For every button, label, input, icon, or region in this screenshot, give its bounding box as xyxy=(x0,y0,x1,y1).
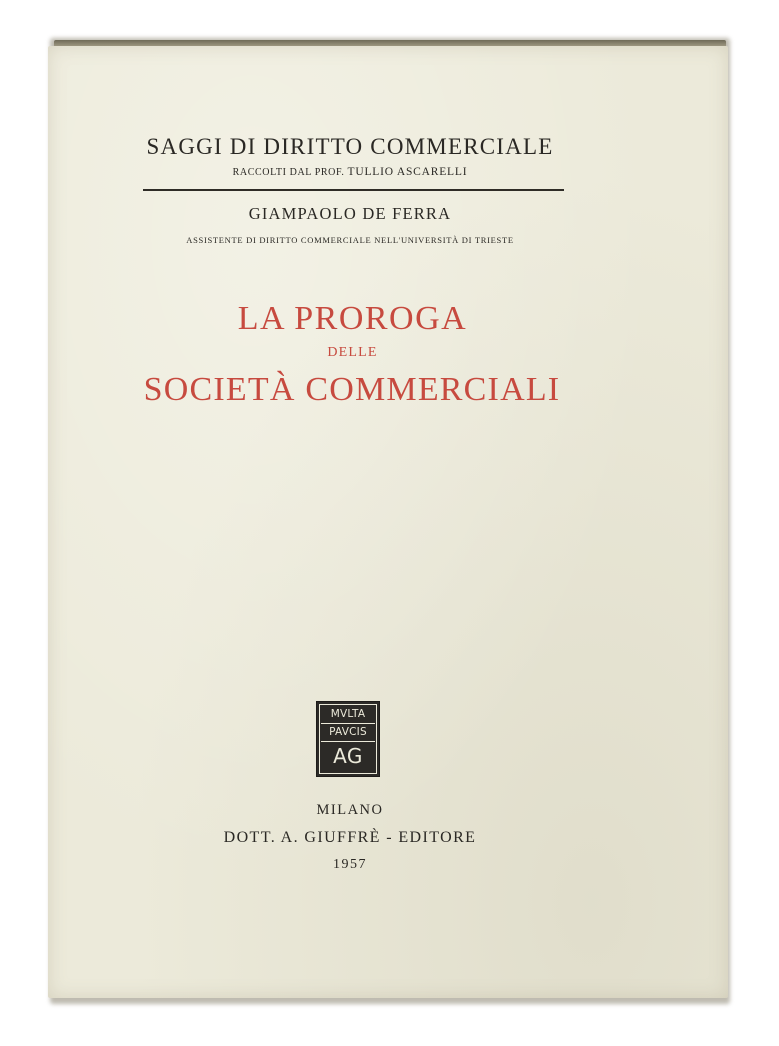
series-editor xyxy=(100,166,600,178)
publisher-logo-divider-1 xyxy=(321,723,375,724)
book-title-line-2: DELLE xyxy=(327,345,378,360)
author-name: GIAMPAOLO DE FERRA xyxy=(248,204,452,223)
publisher-logo-text-1: MVLTA xyxy=(330,708,366,720)
book-title-line-3: SOCIETÀ COMMERCIALI xyxy=(143,371,561,408)
publisher-logo xyxy=(316,701,380,777)
publisher-logo-text-2: PAVCIS xyxy=(329,726,367,738)
series-editor-prefix: RACCOLTI DAL PROF. xyxy=(232,167,345,178)
author-affiliation: ASSISTENTE DI DIRITTO COMMERCIALE NELL'UNIVERSITÀ DI TRIESTE xyxy=(186,235,514,245)
publisher-logo-divider-2 xyxy=(321,741,375,742)
series-editor-name: TULLIO ASCARELLI xyxy=(347,166,468,178)
publisher-logo-text-3: AG xyxy=(333,744,363,768)
imprint-publisher: DOTT. A. GIUFFRÈ - EDITORE xyxy=(223,829,477,846)
imprint-year: 1957 xyxy=(333,857,367,872)
imprint-city: MILANO xyxy=(316,802,384,818)
book-title-line-1: LA PROROGA xyxy=(237,300,468,337)
horizontal-rule xyxy=(143,189,564,191)
series-title: SAGGI DI DIRITTO COMMERCIALE xyxy=(146,134,554,159)
